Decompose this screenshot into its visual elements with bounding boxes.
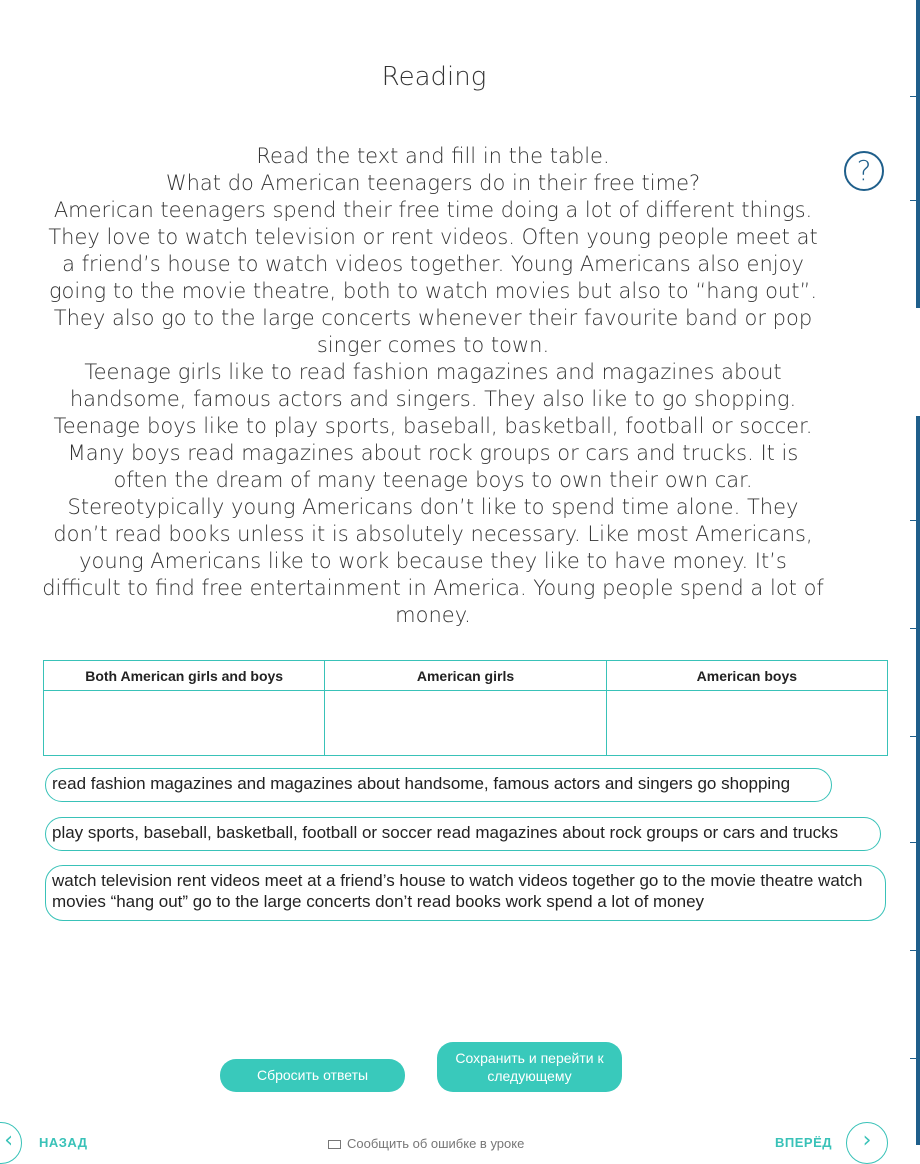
drop-zone-boys[interactable] bbox=[606, 691, 887, 756]
column-header-girls: American girls bbox=[325, 661, 606, 691]
text-question: What do American teenagers do in their free time? bbox=[165, 171, 701, 195]
back-arrow-icon[interactable]: ‹ bbox=[0, 1122, 22, 1164]
report-error-label: Сообщить об ошибке в уроке bbox=[347, 1136, 525, 1151]
report-error-link[interactable] bbox=[328, 1136, 524, 1151]
edge-tick bbox=[910, 842, 920, 843]
column-header-both: Both American girls and boys bbox=[44, 661, 325, 691]
paragraph: Stereotypically young Americans don’t like to spend time alone. They don’t read books unless it is absolutely necessary. Like most Americans, young Americans like to work because they like to have money. It’s difficult to find free entertainment in America. Young people spend a lot of money. bbox=[42, 495, 824, 627]
paragraph: American teenagers spend their free time doing a lot of different things. They love to watch television or rent videos. Often young people meet at a friend’s house to watch videos together. Young Americans also enjoy going to the movie theatre, both to watch movies but also to “hang out”. They also go to the large concerts whenever their favourite band or pop singer comes to town. bbox=[48, 198, 818, 357]
drop-zone-both[interactable] bbox=[44, 691, 325, 756]
page-title: Reading bbox=[381, 62, 487, 92]
paragraph: Teenage boys like to play sports, baseball, basketball, football or soccer. Many boys read magazines about rock groups or cars and trucks. It is often the dream of many teenage boys to own their own car. bbox=[53, 414, 813, 492]
next-link[interactable]: ВПЕРЁД bbox=[775, 1135, 833, 1150]
edge-tick bbox=[910, 736, 920, 737]
next-arrow-icon[interactable]: › bbox=[846, 1122, 888, 1164]
column-header-boys: American boys bbox=[606, 661, 887, 691]
edge-tick bbox=[910, 96, 920, 97]
edge-tick bbox=[910, 628, 920, 629]
instruction: Read the text and fill in the table. bbox=[256, 144, 610, 168]
answer-chip-both[interactable]: watch television rent videos meet at a friend’s house to watch videos together go to the movie theatre watch movies “hang out” go to the large concerts don’t read books work spend a lot of money bbox=[45, 865, 886, 921]
drop-zone-girls[interactable] bbox=[325, 691, 606, 756]
edge-tick bbox=[910, 520, 920, 521]
paragraph: Teenage girls like to read fashion magazines and magazines about handsome, famous actors and singers. They also like to go shopping. bbox=[69, 360, 797, 411]
save-next-button[interactable]: Сохранить и перейти к следующему bbox=[437, 1042, 622, 1092]
edge-tick bbox=[910, 200, 920, 201]
edge-tick bbox=[910, 1058, 920, 1059]
scroll-marker-bottom bbox=[916, 416, 920, 1145]
question-circle-icon[interactable]: ? bbox=[844, 151, 884, 191]
reset-answers-button[interactable]: Сбросить ответы bbox=[220, 1059, 405, 1092]
back-link[interactable]: НАЗАД bbox=[39, 1135, 88, 1150]
answer-table bbox=[43, 660, 888, 756]
table-header-row bbox=[44, 661, 888, 691]
table-drop-row bbox=[44, 691, 888, 756]
answer-chip-boys[interactable]: play sports, baseball, basketball, football or soccer read magazines about rock groups or cars and trucks bbox=[45, 817, 881, 851]
answer-chip-girls[interactable]: read fashion magazines and magazines about handsome, famous actors and singers go shopping bbox=[45, 768, 832, 802]
edge-tick bbox=[910, 950, 920, 951]
scroll-marker-top bbox=[916, 0, 920, 308]
reading-text bbox=[40, 143, 826, 629]
